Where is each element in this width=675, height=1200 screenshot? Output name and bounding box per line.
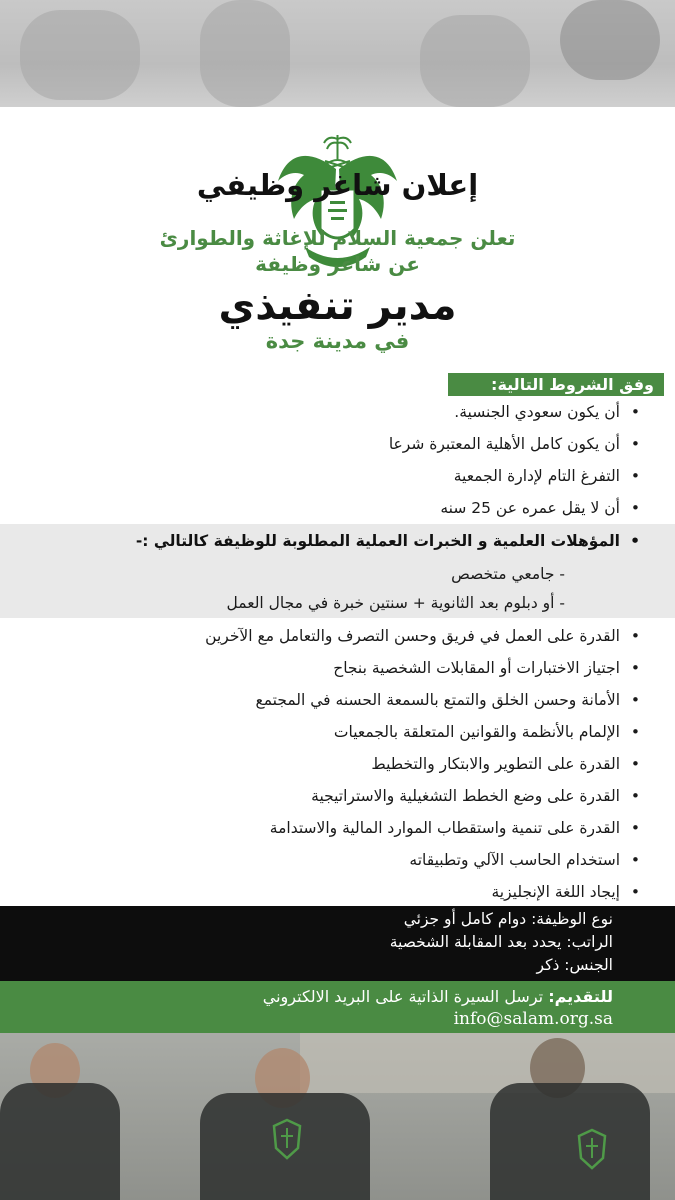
apply-email-link[interactable]: info@salam.org.sa bbox=[453, 1009, 613, 1029]
skill-text: الإلمام بالأنظمة والقوانين المتعلقة بالجمعيات bbox=[333, 723, 620, 741]
bullet: • bbox=[630, 659, 640, 677]
job-type: نوع الوظيفة: دوام كامل أو جزئي bbox=[403, 910, 613, 928]
skill-item bbox=[269, 819, 640, 837]
bullet: • bbox=[630, 883, 640, 901]
skill-item bbox=[205, 627, 640, 645]
skill-item bbox=[333, 723, 640, 741]
job-info-box bbox=[0, 906, 675, 981]
footer-background-photo bbox=[0, 1033, 675, 1200]
qualifications-title bbox=[135, 532, 640, 550]
condition-item bbox=[388, 435, 640, 453]
apply-text: ترسل السيرة الذاتية على البريد الالكتروني bbox=[262, 987, 544, 1006]
condition-text: أن يكون كامل الأهلية المعتبرة شرعا bbox=[388, 435, 620, 453]
qualification-option: - جامعي متخصص bbox=[451, 565, 565, 583]
bullet: • bbox=[630, 851, 640, 869]
gender: الجنس: ذكر bbox=[536, 956, 613, 974]
qualifications-title-text: المؤهلات العلمية و الخبرات العملية المطلوبة للوظيفة كالتالي :- bbox=[135, 532, 620, 550]
skill-item bbox=[371, 755, 640, 773]
salary: الراتب: يحدد بعد المقابلة الشخصية bbox=[389, 933, 613, 951]
bullet: • bbox=[630, 755, 640, 773]
condition-item bbox=[454, 403, 640, 421]
skill-item bbox=[255, 691, 640, 709]
skill-text: الأمانة وحسن الخلق والتمتع بالسمعة الحسنه في المجتمع bbox=[255, 691, 620, 709]
bullet: • bbox=[630, 787, 640, 805]
condition-item bbox=[440, 499, 640, 517]
position-title: مدير تنفيذي bbox=[218, 283, 457, 329]
skill-item bbox=[491, 883, 640, 901]
qualification-option: - أو دبلوم بعد الثانوية + سنتين خبرة في مجال العمل bbox=[226, 594, 565, 612]
condition-text: أن لا يقل عمره عن 25 سنه bbox=[440, 499, 620, 517]
skill-item bbox=[333, 659, 640, 677]
conditions-heading: وفق الشروط التالية: bbox=[448, 373, 664, 396]
skill-text: القدرة على العمل في فريق وحسن التصرف والتعامل مع الآخرين bbox=[205, 627, 620, 645]
condition-text: التفرغ التام لإدارة الجمعية bbox=[453, 467, 620, 485]
skill-item bbox=[311, 787, 640, 805]
skill-text: استخدام الحاسب الآلي وتطبيقاته bbox=[409, 851, 620, 869]
vacancy-line: عن شاغر وظيفة bbox=[255, 252, 420, 276]
announcement-card bbox=[0, 107, 675, 1037]
skill-text: القدرة على التطوير والابتكار والتخطيط bbox=[371, 755, 620, 773]
apply-label: للتقديم: bbox=[548, 987, 613, 1006]
bullet: • bbox=[630, 435, 640, 453]
skill-text: القدرة على تنمية واستقطاب الموارد المالية والاستدامة bbox=[269, 819, 620, 837]
bullet: • bbox=[630, 532, 640, 550]
bullet: • bbox=[630, 819, 640, 837]
condition-item bbox=[453, 467, 640, 485]
shirt-emblem-icon bbox=[575, 1128, 609, 1170]
skill-text: اجتياز الاختبارات أو المقابلات الشخصية بنجاح bbox=[333, 659, 620, 677]
bullet: • bbox=[630, 467, 640, 485]
apply-instructions bbox=[263, 987, 613, 1006]
apply-box bbox=[0, 981, 675, 1033]
skill-item bbox=[409, 851, 640, 869]
announcement-title: إعلان شاغر وظيفي bbox=[196, 168, 479, 202]
bullet: • bbox=[630, 499, 640, 517]
bullet: • bbox=[630, 723, 640, 741]
header-background-photo bbox=[0, 0, 675, 107]
bullet: • bbox=[630, 403, 640, 421]
skill-text: القدرة على وضع الخطط التشغيلية والاستراتيجية bbox=[311, 787, 620, 805]
bullet: • bbox=[630, 627, 640, 645]
shirt-emblem-icon bbox=[270, 1118, 304, 1160]
condition-text: أن يكون سعودي الجنسية. bbox=[454, 403, 620, 421]
bullet: • bbox=[630, 691, 640, 709]
skill-text: إيجاد اللغة الإنجليزية bbox=[491, 883, 620, 901]
city-line: في مدينة جدة bbox=[265, 329, 410, 353]
association-line: تعلن جمعية السلام للإغاثة والطوارئ bbox=[159, 226, 516, 250]
